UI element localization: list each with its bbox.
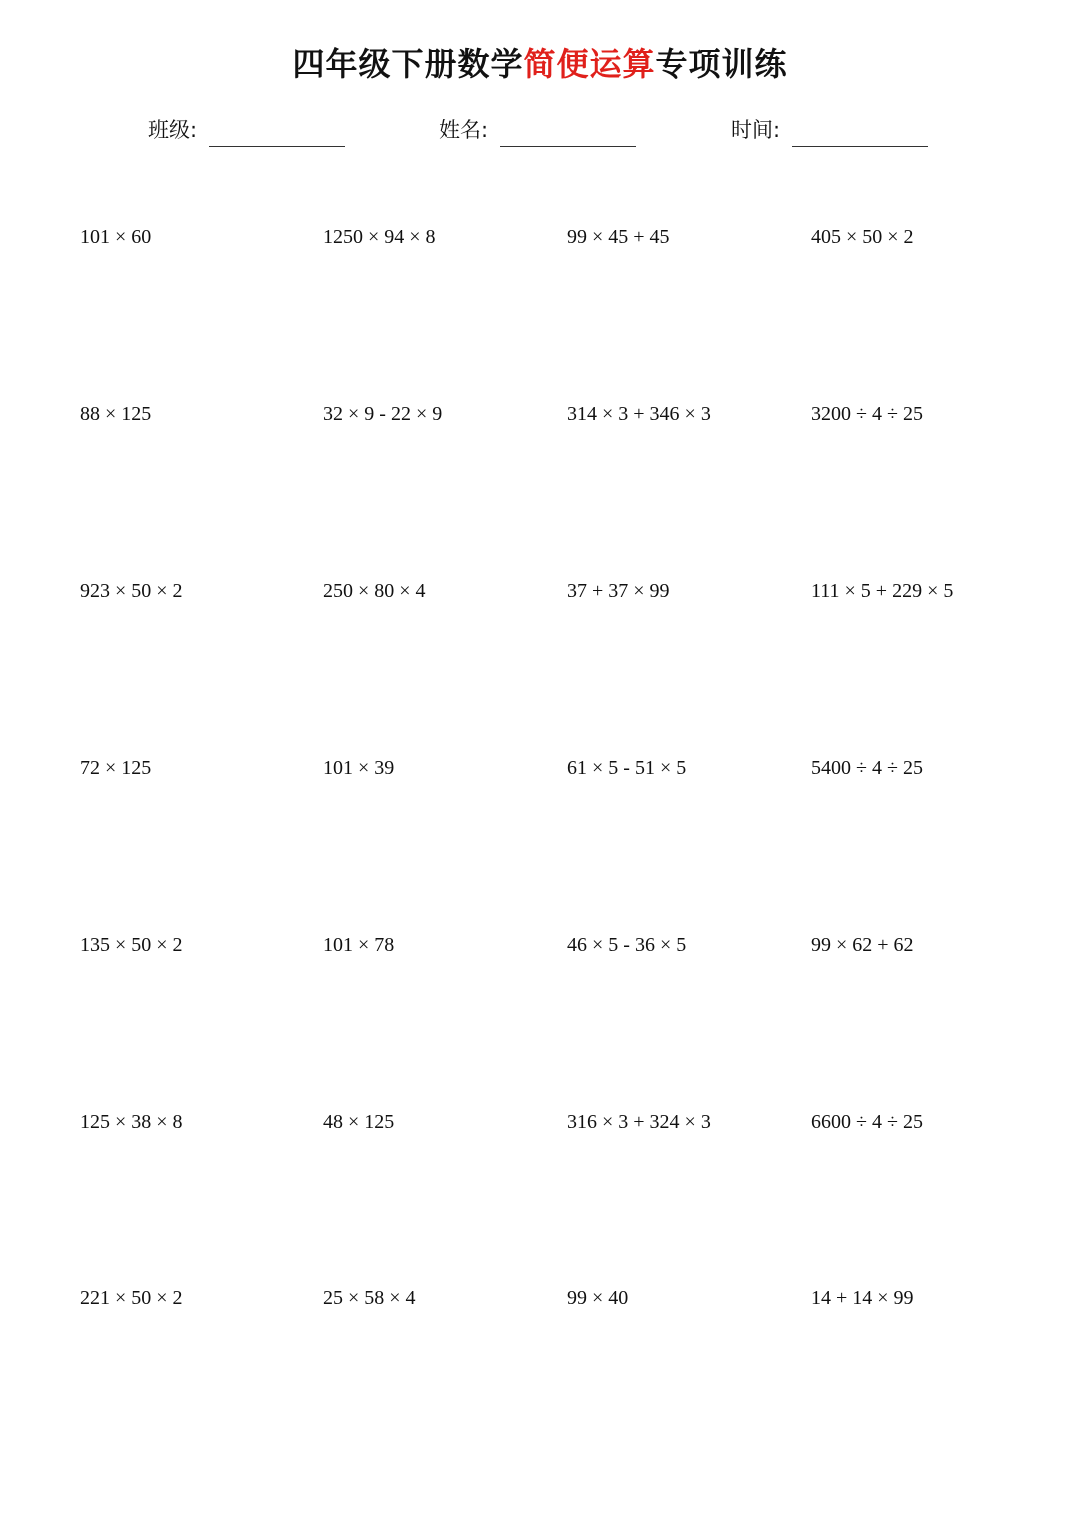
problem-item: 135 × 50 × 2: [80, 934, 183, 956]
problem-item: 125 × 38 × 8: [80, 1111, 183, 1133]
problem-item: 72 × 125: [80, 757, 152, 779]
problem-item: 5400 ÷ 4 ÷ 25: [811, 757, 923, 779]
problem-row: [80, 220, 1060, 256]
problem-item: 111 × 5 + 229 × 5: [811, 580, 954, 602]
problem-row: [80, 1281, 1060, 1317]
problem-item: 101 × 78: [323, 934, 395, 956]
time-field: [731, 112, 928, 148]
problem-item: 25 × 58 × 4: [323, 1287, 416, 1309]
info-fields: [0, 112, 1080, 152]
problem-item: 314 × 3 + 346 × 3: [567, 403, 711, 425]
problem-item: 46 × 5 - 36 × 5: [567, 934, 687, 956]
time-blank-line[interactable]: [792, 145, 928, 147]
name-field: [439, 112, 636, 148]
problem-item: 61 × 5 - 51 × 5: [567, 757, 687, 779]
title-highlight: 简便运算: [523, 45, 656, 83]
problem-row: [80, 574, 1060, 610]
problem-row: [80, 751, 1060, 787]
problem-item: 99 × 62 + 62: [811, 934, 914, 956]
problem-item: 316 × 3 + 324 × 3: [567, 1111, 711, 1133]
problem-item: 101 × 60: [80, 226, 152, 248]
class-field: [148, 112, 345, 148]
problem-row: [80, 397, 1060, 433]
problem-item: 88 × 125: [80, 403, 152, 425]
problem-item: 48 × 125: [323, 1111, 395, 1133]
time-label: 时间:: [731, 118, 781, 142]
problem-row: [80, 1105, 1060, 1141]
problem-item: 101 × 39: [323, 757, 395, 779]
problem-item: 3200 ÷ 4 ÷ 25: [811, 403, 923, 425]
problem-item: 923 × 50 × 2: [80, 580, 183, 602]
page-title: [0, 40, 1080, 88]
problem-item: 405 × 50 × 2: [811, 226, 914, 248]
problem-item: 250 × 80 × 4: [323, 580, 426, 602]
name-label: 姓名:: [439, 118, 489, 142]
problem-item: 221 × 50 × 2: [80, 1287, 183, 1309]
problem-item: 14 + 14 × 99: [811, 1287, 914, 1309]
title-part-3: 专项训练: [655, 45, 788, 83]
problem-item: 1250 × 94 × 8: [323, 226, 436, 248]
name-blank-line[interactable]: [500, 145, 636, 147]
problem-row: [80, 928, 1060, 964]
class-blank-line[interactable]: [209, 145, 345, 147]
problem-item: 6600 ÷ 4 ÷ 25: [811, 1111, 923, 1133]
problem-item: 99 × 45 + 45: [567, 226, 670, 248]
problem-item: 37 + 37 × 99: [567, 580, 670, 602]
problem-item: 32 × 9 - 22 × 9: [323, 403, 443, 425]
problem-item: 99 × 40: [567, 1287, 629, 1309]
class-label: 班级:: [148, 118, 198, 142]
title-part-1: 四年级下册数学: [292, 45, 524, 83]
